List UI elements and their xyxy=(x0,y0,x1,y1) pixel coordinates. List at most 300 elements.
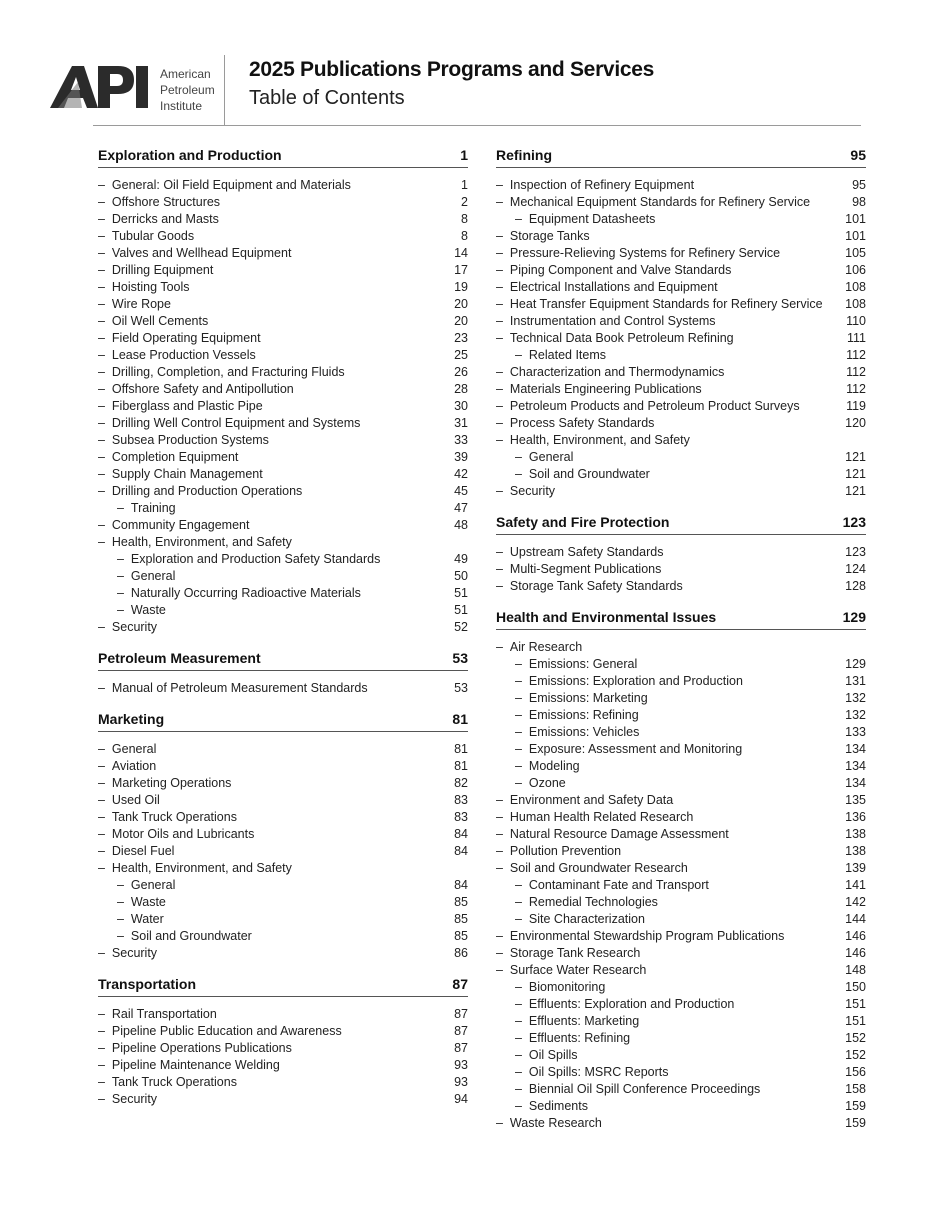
entry-page-number: 23 xyxy=(454,331,468,345)
entry-label: – Pipeline Operations Publications xyxy=(98,1040,292,1057)
entry-label: – Inspection of Refinery Equipment xyxy=(496,177,694,194)
toc-entry[interactable] xyxy=(98,1006,468,1023)
entry-page-number: 82 xyxy=(454,776,468,790)
toc-entry[interactable] xyxy=(496,245,866,262)
toc-entry[interactable] xyxy=(98,517,468,534)
entry-page-number: 134 xyxy=(845,776,866,790)
entry-label: – Effluents: Marketing xyxy=(496,1013,639,1030)
section-title: Refining xyxy=(496,147,552,163)
entry-page-number: 95 xyxy=(852,178,866,192)
entry-label: – Exploration and Production Safety Standards xyxy=(98,551,380,568)
entry-label: – Natural Resource Damage Assessment xyxy=(496,826,729,843)
toc-entry[interactable] xyxy=(98,262,468,279)
entry-label: – General xyxy=(496,449,573,466)
entry-page-number: 28 xyxy=(454,382,468,396)
entry-page-number xyxy=(842,432,866,449)
entry-page-number: 151 xyxy=(845,997,866,1011)
entry-label: – Aviation xyxy=(98,758,156,775)
entry-label: – Completion Equipment xyxy=(98,449,238,466)
toc-subentry[interactable] xyxy=(496,211,866,228)
entry-label: – Pressure-Relieving Systems for Refinery Service xyxy=(496,245,780,262)
entry-label: – Sediments xyxy=(496,1098,588,1115)
entry-page-number: 85 xyxy=(454,912,468,926)
entry-page-number: 53 xyxy=(454,681,468,695)
entry-label: – Training xyxy=(98,500,176,517)
entry-page-number: 33 xyxy=(454,433,468,447)
entry-label: – Characterization and Thermodynamics xyxy=(496,364,724,381)
entry-page-number: 131 xyxy=(845,674,866,688)
toc-subentry[interactable] xyxy=(496,690,866,707)
toc-entry[interactable] xyxy=(98,483,468,500)
section-title: Exploration and Production xyxy=(98,147,282,163)
toc-entry[interactable] xyxy=(98,826,468,843)
entry-page-number: 49 xyxy=(454,552,468,566)
entry-page-number: 110 xyxy=(846,314,866,328)
entry-page-number: 123 xyxy=(845,545,866,559)
toc-entry[interactable] xyxy=(98,758,468,775)
entry-label: – Hoisting Tools xyxy=(98,279,190,296)
entry-page-number: 87 xyxy=(454,1024,468,1038)
toc-entry[interactable] xyxy=(98,1074,468,1091)
toc-entry[interactable] xyxy=(98,741,468,758)
toc-subentry[interactable] xyxy=(496,1098,866,1115)
toc-entry[interactable] xyxy=(98,1057,468,1074)
toc-entry[interactable] xyxy=(98,860,468,877)
logo-wordmark xyxy=(160,66,215,114)
toc-entry[interactable] xyxy=(496,262,866,279)
entry-label: – Tank Truck Operations xyxy=(98,1074,237,1091)
entry-page-number xyxy=(444,860,468,877)
toc-subentry[interactable] xyxy=(496,656,866,673)
entry-label: – Petroleum Products and Petroleum Product Surveys xyxy=(496,398,800,415)
section-page-number: 53 xyxy=(452,650,468,666)
section-heading[interactable] xyxy=(98,147,468,168)
entry-label: – Used Oil xyxy=(98,792,160,809)
toc-entry[interactable] xyxy=(496,639,866,656)
entry-page-number: 50 xyxy=(454,569,468,583)
entry-page-number: 142 xyxy=(845,895,866,909)
entry-label: – Offshore Structures xyxy=(98,194,220,211)
entry-label: – General xyxy=(98,741,156,758)
entry-page-number: 87 xyxy=(454,1007,468,1021)
entry-label: – Pipeline Maintenance Welding xyxy=(98,1057,280,1074)
entry-label: – Waste xyxy=(98,894,166,911)
toc-entry[interactable] xyxy=(98,945,468,962)
entry-label: – Health, Environment, and Safety xyxy=(98,534,292,551)
entry-label: – Soil and Groundwater xyxy=(496,466,650,483)
entry-label: – Emissions: Refining xyxy=(496,707,639,724)
toc-subentry[interactable] xyxy=(496,1013,866,1030)
entry-label: – Exposure: Assessment and Monitoring xyxy=(496,741,742,758)
toc-entry[interactable] xyxy=(496,826,866,843)
toc-subentry[interactable] xyxy=(496,1064,866,1081)
toc-entry[interactable] xyxy=(496,544,866,561)
section-heading[interactable] xyxy=(98,976,468,997)
toc-entry[interactable] xyxy=(496,945,866,962)
entry-label: – Motor Oils and Lubricants xyxy=(98,826,254,843)
toc-entry[interactable] xyxy=(98,792,468,809)
entry-label: – Rail Transportation xyxy=(98,1006,217,1023)
entry-label: – Effluents: Refining xyxy=(496,1030,630,1047)
toc-section-refining xyxy=(496,147,866,500)
toc-subentry[interactable] xyxy=(98,500,468,517)
toc-entry[interactable] xyxy=(98,211,468,228)
toc-entry[interactable] xyxy=(496,843,866,860)
toc-entry[interactable] xyxy=(496,177,866,194)
toc-subentry[interactable] xyxy=(496,911,866,928)
entry-label: – General xyxy=(98,877,175,894)
logo-line-1: American xyxy=(160,67,211,81)
toc-subentry[interactable] xyxy=(98,911,468,928)
entry-page-number: 129 xyxy=(845,657,866,671)
entry-label: – Materials Engineering Publications xyxy=(496,381,702,398)
section-title: Health and Environmental Issues xyxy=(496,609,717,625)
entry-page-number: 93 xyxy=(454,1075,468,1089)
toc-entry[interactable] xyxy=(98,680,468,697)
entry-page-number: 121 xyxy=(845,450,866,464)
entry-label: – Environment and Safety Data xyxy=(496,792,673,809)
toc-entry[interactable] xyxy=(496,279,866,296)
toc-subentry[interactable] xyxy=(496,894,866,911)
entry-page-number: 20 xyxy=(454,314,468,328)
toc-subentry[interactable] xyxy=(496,466,866,483)
toc-entry[interactable] xyxy=(98,245,468,262)
toc-entry[interactable] xyxy=(98,1040,468,1057)
entry-page-number: 101 xyxy=(845,229,866,243)
entry-page-number: 83 xyxy=(454,810,468,824)
entry-page-number: 25 xyxy=(454,348,468,362)
toc-entry[interactable] xyxy=(98,330,468,347)
section-heading[interactable] xyxy=(98,711,468,732)
entry-page-number: 112 xyxy=(846,365,866,379)
toc-subentry[interactable] xyxy=(496,775,866,792)
toc-entry[interactable] xyxy=(496,578,866,595)
logo-line-2: Petroleum xyxy=(160,83,215,97)
entry-page-number: 84 xyxy=(454,827,468,841)
toc-entry[interactable] xyxy=(496,1115,866,1132)
section-title: Safety and Fire Protection xyxy=(496,514,670,530)
entry-page-number: 26 xyxy=(454,365,468,379)
entry-page-number: 112 xyxy=(846,348,866,362)
toc-section-transportation xyxy=(98,976,468,1108)
entry-label: – Health, Environment, and Safety xyxy=(496,432,690,449)
toc-subentry[interactable] xyxy=(496,877,866,894)
entry-label: – Pipeline Public Education and Awareness xyxy=(98,1023,342,1040)
entry-page-number: 151 xyxy=(845,1014,866,1028)
entry-label: – Valves and Wellhead Equipment xyxy=(98,245,291,262)
entry-label: – Ozone xyxy=(496,775,566,792)
section-title: Transportation xyxy=(98,976,197,992)
toc-subentry[interactable] xyxy=(98,602,468,619)
toc-entry[interactable] xyxy=(496,809,866,826)
entry-page-number: 85 xyxy=(454,895,468,909)
entry-label: – Subsea Production Systems xyxy=(98,432,269,449)
entry-page-number: 148 xyxy=(845,963,866,977)
entry-label: – Biomonitoring xyxy=(496,979,605,996)
toc-subentry[interactable] xyxy=(98,894,468,911)
entry-label: – Pollution Prevention xyxy=(496,843,621,860)
entry-page-number: 133 xyxy=(845,725,866,739)
entry-label: – Multi-Segment Publications xyxy=(496,561,661,578)
entry-page-number: 105 xyxy=(845,246,866,260)
entry-page-number: 31 xyxy=(454,416,468,430)
toc-subentry[interactable] xyxy=(496,758,866,775)
toc-entry[interactable] xyxy=(98,466,468,483)
entry-page-number: 146 xyxy=(845,946,866,960)
entry-page-number: 134 xyxy=(845,742,866,756)
toc-entry[interactable] xyxy=(496,194,866,211)
entry-label: – Drilling and Production Operations xyxy=(98,483,302,500)
entry-label: – Field Operating Equipment xyxy=(98,330,261,347)
entry-page-number: 159 xyxy=(845,1116,866,1130)
toc-entry[interactable] xyxy=(496,561,866,578)
logo-line-3: Institute xyxy=(160,99,203,113)
entry-page-number: 135 xyxy=(845,793,866,807)
toc-entry[interactable] xyxy=(98,398,468,415)
entry-label: – Process Safety Standards xyxy=(496,415,654,432)
toc-entry[interactable] xyxy=(98,843,468,860)
entry-page-number: 83 xyxy=(454,793,468,807)
toc-section-health-and-environmental-issues xyxy=(496,609,866,1132)
entry-label: – Derricks and Masts xyxy=(98,211,219,228)
entry-label: – Biennial Oil Spill Conference Proceedings xyxy=(496,1081,760,1098)
toc-subentry[interactable] xyxy=(496,1081,866,1098)
section-page-number: 87 xyxy=(452,976,468,992)
toc-entry[interactable] xyxy=(98,534,468,551)
toc-entry[interactable] xyxy=(496,296,866,313)
entry-label: – Oil Well Cements xyxy=(98,313,208,330)
toc-entry[interactable] xyxy=(98,296,468,313)
entry-page-number: 156 xyxy=(845,1065,866,1079)
toc-entry[interactable] xyxy=(496,364,866,381)
entry-page-number: 2 xyxy=(461,195,468,209)
entry-label: – Storage Tanks xyxy=(496,228,590,245)
toc-section-safety-and-fire-protection xyxy=(496,514,866,595)
toc-entry[interactable] xyxy=(98,415,468,432)
entry-label: – Emissions: Marketing xyxy=(496,690,648,707)
toc-entry[interactable] xyxy=(496,313,866,330)
api-logo-mark xyxy=(48,62,158,114)
toc-subentry[interactable] xyxy=(496,673,866,690)
toc-entry[interactable] xyxy=(98,432,468,449)
toc-entry[interactable] xyxy=(496,860,866,877)
entry-label: – Air Research xyxy=(496,639,582,656)
toc-subentry[interactable] xyxy=(496,979,866,996)
entry-label: – Emissions: Vehicles xyxy=(496,724,639,741)
entry-label: – Drilling Equipment xyxy=(98,262,213,279)
entry-label: – Emissions: General xyxy=(496,656,637,673)
entry-label: – Security xyxy=(98,1091,157,1108)
toc-entry[interactable] xyxy=(496,792,866,809)
entry-page-number: 39 xyxy=(454,450,468,464)
entry-page-number: 48 xyxy=(454,518,468,532)
entry-page-number: 8 xyxy=(461,212,468,226)
toc-entry[interactable] xyxy=(98,194,468,211)
entry-page-number: 144 xyxy=(845,912,866,926)
toc-subentry[interactable] xyxy=(98,928,468,945)
entry-label: – Fiberglass and Plastic Pipe xyxy=(98,398,263,415)
entry-label: – Storage Tank Research xyxy=(496,945,640,962)
entry-page-number: 124 xyxy=(845,562,866,576)
entry-label: – Surface Water Research xyxy=(496,962,646,979)
entry-label: – Community Engagement xyxy=(98,517,249,534)
entry-page-number: 19 xyxy=(454,280,468,294)
entry-label: – Remedial Technologies xyxy=(496,894,658,911)
entry-page-number: 14 xyxy=(454,246,468,260)
entry-label: – Emissions: Exploration and Production xyxy=(496,673,743,690)
entry-label: – Security xyxy=(496,483,555,500)
entry-label: – Waste Research xyxy=(496,1115,602,1132)
toc-entry[interactable] xyxy=(98,347,468,364)
entry-page-number: 120 xyxy=(845,416,866,430)
entry-page-number: 98 xyxy=(852,195,866,209)
entry-label: – Supply Chain Management xyxy=(98,466,263,483)
toc-entry[interactable] xyxy=(98,809,468,826)
toc-entry[interactable] xyxy=(496,228,866,245)
entry-page-number: 108 xyxy=(845,297,866,311)
entry-page-number: 134 xyxy=(845,759,866,773)
entry-label: – Diesel Fuel xyxy=(98,843,174,860)
entry-page-number: 108 xyxy=(845,280,866,294)
entry-page-number: 42 xyxy=(454,467,468,481)
section-page-number: 123 xyxy=(842,514,866,530)
section-heading[interactable] xyxy=(98,650,468,671)
entry-label: – Mechanical Equipment Standards for Refinery Service xyxy=(496,194,810,211)
toc-section-exploration-and-production xyxy=(98,147,468,636)
toc-subentry[interactable] xyxy=(98,551,468,568)
entry-label: – Heat Transfer Equipment Standards for Refinery Service xyxy=(496,296,823,313)
toc-subentry[interactable] xyxy=(98,877,468,894)
toc-entry[interactable] xyxy=(98,364,468,381)
toc-entry[interactable] xyxy=(496,415,866,432)
toc-entry[interactable] xyxy=(496,330,866,347)
entry-page-number: 132 xyxy=(845,708,866,722)
entry-page-number: 84 xyxy=(454,844,468,858)
toc-entry[interactable] xyxy=(98,381,468,398)
entry-page-number: 121 xyxy=(845,484,866,498)
entry-page-number: 106 xyxy=(845,263,866,277)
entry-label: – Tubular Goods xyxy=(98,228,194,245)
entry-label: – Soil and Groundwater xyxy=(98,928,252,945)
entry-page-number: 101 xyxy=(845,212,866,226)
entry-label: – Drilling Well Control Equipment and Systems xyxy=(98,415,360,432)
entry-label: – Naturally Occurring Radioactive Materials xyxy=(98,585,361,602)
entry-label: – Wire Rope xyxy=(98,296,171,313)
entry-label: – Storage Tank Safety Standards xyxy=(496,578,683,595)
entry-page-number: 138 xyxy=(845,827,866,841)
entry-page-number: 30 xyxy=(454,399,468,413)
entry-label: – Security xyxy=(98,945,157,962)
entry-label: – Tank Truck Operations xyxy=(98,809,237,826)
entry-page-number: 141 xyxy=(845,878,866,892)
entry-page-number: 128 xyxy=(845,579,866,593)
toc-entry[interactable] xyxy=(98,279,468,296)
toc-entry[interactable] xyxy=(98,313,468,330)
section-heading[interactable] xyxy=(496,514,866,535)
toc-entry[interactable] xyxy=(496,398,866,415)
entry-label: – Electrical Installations and Equipment xyxy=(496,279,718,296)
toc-entry[interactable] xyxy=(98,619,468,636)
toc-subentry[interactable] xyxy=(98,585,468,602)
section-heading[interactable] xyxy=(496,147,866,168)
toc-entry[interactable] xyxy=(98,449,468,466)
entry-label: – Oil Spills xyxy=(496,1047,578,1064)
entry-page-number: 81 xyxy=(454,742,468,756)
toc-left-column xyxy=(98,147,468,1108)
section-heading[interactable] xyxy=(496,609,866,630)
entry-page-number: 150 xyxy=(845,980,866,994)
entry-page-number xyxy=(444,534,468,551)
entry-page-number: 93 xyxy=(454,1058,468,1072)
entry-label: – Manual of Petroleum Measurement Standards xyxy=(98,680,368,697)
toc-entry[interactable] xyxy=(496,432,866,449)
entry-label: – Lease Production Vessels xyxy=(98,347,256,364)
entry-label: – Effluents: Exploration and Production xyxy=(496,996,734,1013)
entry-page-number: 20 xyxy=(454,297,468,311)
entry-page-number: 139 xyxy=(845,861,866,875)
entry-page-number: 94 xyxy=(454,1092,468,1106)
section-page-number: 81 xyxy=(452,711,468,727)
toc-entry[interactable] xyxy=(98,1091,468,1108)
entry-page-number: 111 xyxy=(846,331,866,345)
toc-entry[interactable] xyxy=(496,381,866,398)
section-title: Petroleum Measurement xyxy=(98,650,261,666)
toc-subentry[interactable] xyxy=(496,347,866,364)
toc-section-marketing xyxy=(98,711,468,962)
entry-label: – Human Health Related Research xyxy=(496,809,693,826)
toc-subentry[interactable] xyxy=(496,449,866,466)
entry-page-number: 51 xyxy=(454,603,468,617)
entry-page-number: 119 xyxy=(846,399,866,413)
entry-page-number: 136 xyxy=(845,810,866,824)
toc-entry[interactable] xyxy=(98,1023,468,1040)
toc-subentry[interactable] xyxy=(98,568,468,585)
toc-subentry[interactable] xyxy=(496,741,866,758)
entry-page-number: 159 xyxy=(845,1099,866,1113)
toc-subentry[interactable] xyxy=(496,707,866,724)
entry-label: – Oil Spills: MSRC Reports xyxy=(496,1064,669,1081)
section-page-number: 1 xyxy=(460,147,468,163)
entry-label: – Health, Environment, and Safety xyxy=(98,860,292,877)
api-logo xyxy=(48,62,218,114)
toc-entry[interactable] xyxy=(98,775,468,792)
toc-subentry[interactable] xyxy=(496,1047,866,1064)
entry-label: – Drilling, Completion, and Fracturing Fluids xyxy=(98,364,345,381)
toc-right-column xyxy=(496,147,866,1132)
entry-page-number: 152 xyxy=(845,1048,866,1062)
toc-entry[interactable] xyxy=(496,962,866,979)
entry-page-number: 112 xyxy=(846,382,866,396)
section-page-number: 129 xyxy=(842,609,866,625)
entry-label: – Piping Component and Valve Standards xyxy=(496,262,731,279)
entry-label: – General: Oil Field Equipment and Materials xyxy=(98,177,351,194)
section-page-number: 95 xyxy=(850,147,866,163)
toc-subentry[interactable] xyxy=(496,724,866,741)
toc-entry[interactable] xyxy=(496,483,866,500)
toc-subentry[interactable] xyxy=(496,996,866,1013)
toc-subentry[interactable] xyxy=(496,1030,866,1047)
entry-label: – Technical Data Book Petroleum Refining xyxy=(496,330,734,347)
toc-entry[interactable] xyxy=(98,228,468,245)
toc-entry[interactable] xyxy=(98,177,468,194)
toc-entry[interactable] xyxy=(496,928,866,945)
entry-page-number: 1 xyxy=(461,178,468,192)
entry-label: – Waste xyxy=(98,602,166,619)
entry-page-number: 152 xyxy=(845,1031,866,1045)
entry-page-number: 132 xyxy=(845,691,866,705)
entry-page-number xyxy=(842,639,866,656)
entry-page-number: 86 xyxy=(454,946,468,960)
